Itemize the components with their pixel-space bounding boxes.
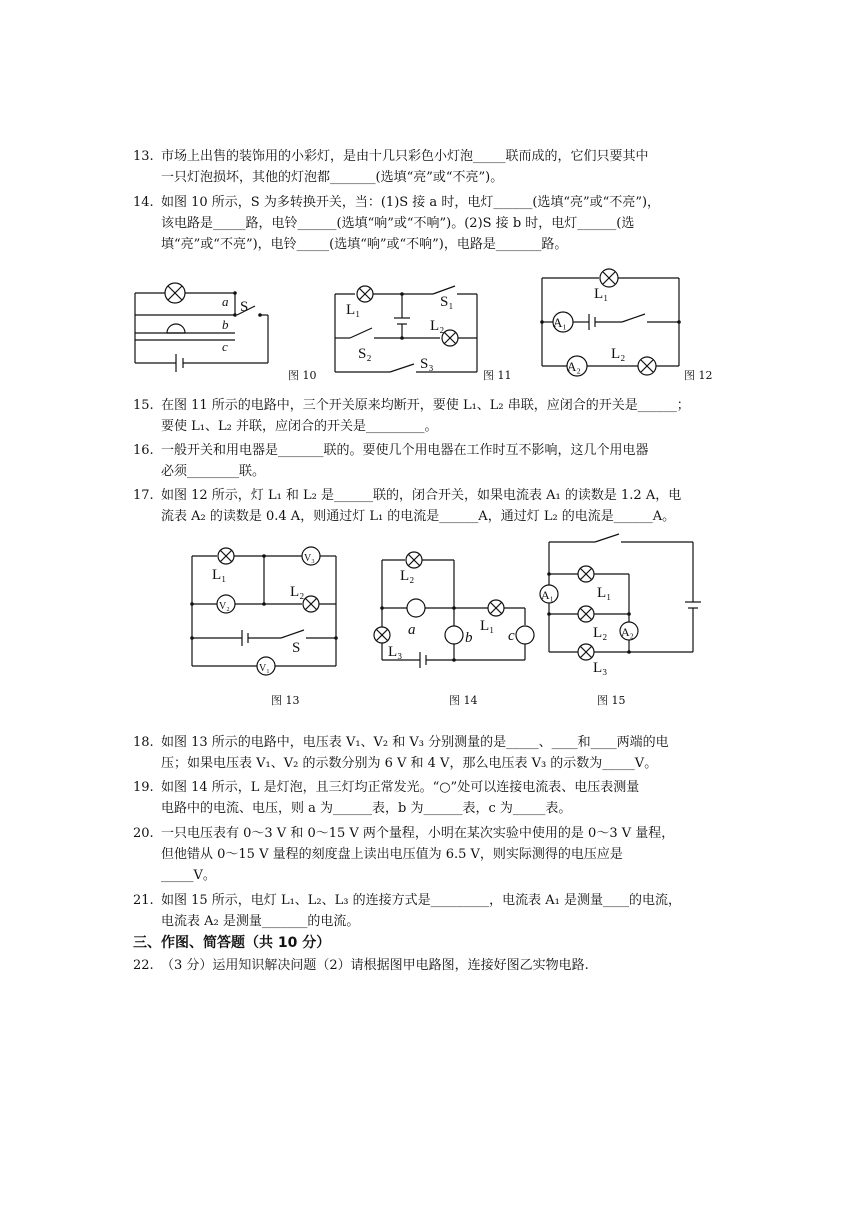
label-s1: S₁ xyxy=(440,294,454,310)
question-20 xyxy=(133,823,733,886)
question-line: 如图 13 所示的电路中，电压表 V₁、V₂ 和 V₃ 分别测量的是_____、____和____两端的电 xyxy=(161,735,669,750)
question-line: 市场上出售的装饰用的小彩灯，是由十几只彩色小灯泡_____联而成的，它们只要其中 xyxy=(161,149,649,164)
label-l1: L₁ xyxy=(594,286,609,302)
switch-icon xyxy=(390,364,414,372)
circuit-diagram-11 xyxy=(330,282,480,377)
question-number: 18. xyxy=(133,735,154,750)
question-line: 要使 L₁、L₂ 并联，应闭合的开关是_________。 xyxy=(161,419,438,434)
question-line: _____V。 xyxy=(161,868,216,883)
figure-12-caption: 图 12 xyxy=(684,369,713,382)
label-s: S xyxy=(292,640,301,656)
label-l2: L₂ xyxy=(593,625,608,641)
label-a: a xyxy=(222,294,229,309)
figure-15 xyxy=(535,534,705,679)
question-line: 填“亮”或“不亮”)，电铃_____(选填“响”或“不响”)，电路是_______路。 xyxy=(161,237,568,252)
circuit-diagram-10 xyxy=(130,278,280,378)
question-21 xyxy=(133,890,733,932)
label-l1: L₁ xyxy=(480,618,495,634)
question-line: 一般开关和用电器是_______联的。要使几个用电器在工作时互不影响，这几个用电器 xyxy=(161,443,649,458)
figure-12 xyxy=(537,266,687,376)
label-l3: L₃ xyxy=(593,660,608,676)
question-line: 压；如果电压表 V₁、V₂ 的示数分别为 6 V 和 4 V，那么电压表 V₃ 的示数为_____V。 xyxy=(161,756,658,771)
figure-11-caption: 图 11 xyxy=(483,369,512,382)
question-line: （3 分）运用知识解决问题（2）请根据图甲电路图，连接好图乙实物电路. xyxy=(161,958,589,973)
label-v1: V₁ xyxy=(259,663,270,674)
label-l2: L₂ xyxy=(290,584,305,600)
switch-icon xyxy=(350,328,372,338)
question-line: 流表 A₂ 的读数是 0.4 A，则通过灯 L₁ 的电流是______A，通过灯 L₂ 的电流是______A。 xyxy=(161,509,676,524)
question-number: 19. xyxy=(133,780,154,795)
circuit-diagram-12 xyxy=(537,266,687,376)
question-number: 22. xyxy=(133,958,154,973)
question-number: 20. xyxy=(133,826,154,841)
figure-13 xyxy=(186,544,346,674)
question-line: 如图 14 所示，L 是灯泡，且三灯均正常发光。“○”处可以连接电流表、电压表测量 xyxy=(161,780,640,795)
meter-c-icon xyxy=(516,626,534,644)
figure-15-caption: 图 15 xyxy=(597,694,626,707)
circuit-diagram-14 xyxy=(370,548,540,673)
question-17 xyxy=(133,485,733,527)
label-v3: V₃ xyxy=(304,553,315,564)
question-number: 14. xyxy=(133,195,154,210)
section-title: 三、作图、简答题（共 10 分） xyxy=(133,935,331,951)
question-line: 一只灯泡损坏，其他的灯泡都_______(选填“亮”或“不亮”)。 xyxy=(161,170,504,185)
question-line: 必须________联。 xyxy=(161,464,266,479)
label-s: S xyxy=(240,299,249,315)
label-b: b xyxy=(465,630,473,646)
question-line: 该电路是_____路，电铃______(选填“响”或“不响”)。(2)S 接 b 时，电灯______(选 xyxy=(161,216,635,231)
switch-icon xyxy=(595,534,619,542)
label-l2: L₂ xyxy=(430,318,445,334)
switch-icon xyxy=(433,286,455,294)
question-line: 如图 15 所示，电灯 L₁、L₂、L₃ 的连接方式是_________，电流表 A₁ 是测量____的电流， xyxy=(161,893,681,908)
meter-a-icon xyxy=(407,599,425,617)
question-16 xyxy=(133,440,733,482)
question-number: 13. xyxy=(133,149,154,164)
question-18 xyxy=(133,732,733,774)
label-l2: L₂ xyxy=(611,346,626,362)
figure-13-caption: 图 13 xyxy=(271,694,300,707)
circuit-diagram-15 xyxy=(535,534,705,679)
label-s2: S₂ xyxy=(358,346,372,362)
bell-icon xyxy=(167,324,185,333)
figure-14-caption: 图 14 xyxy=(449,694,478,707)
question-number: 21. xyxy=(133,893,154,908)
label-l1: L₁ xyxy=(597,585,612,601)
question-line: 电路中的电流、电压，则 a 为______表，b 为______表，c 为_____表。 xyxy=(161,801,572,816)
label-l2: L₂ xyxy=(400,568,415,584)
question-line: 在图 11 所示的电路中，三个开关原来均断开，要使 L₁、L₂ 串联，应闭合的开关是______； xyxy=(161,398,690,413)
switch-icon xyxy=(281,630,304,638)
label-l3: L₃ xyxy=(388,644,403,660)
question-15 xyxy=(133,395,733,437)
label-a1: A₁ xyxy=(541,588,554,602)
circuit-diagram-13 xyxy=(186,544,346,674)
question-13 xyxy=(133,146,733,188)
question-19 xyxy=(133,777,733,819)
label-b: b xyxy=(222,317,229,332)
label-c: c xyxy=(222,339,228,354)
label-s3: S₃ xyxy=(420,356,434,372)
question-line: 一只电压表有 0～3 V 和 0～15 V 两个量程，小明在某次实验中使用的是 0～3 V 量程， xyxy=(161,826,675,841)
question-number: 17. xyxy=(133,488,154,503)
label-c: c xyxy=(508,628,515,644)
figure-11 xyxy=(330,282,480,377)
question-22 xyxy=(133,955,733,976)
figure-14 xyxy=(370,548,540,673)
question-number: 16. xyxy=(133,443,154,458)
label-l1: L₁ xyxy=(212,567,227,583)
question-line: 电流表 A₂ 是测量_______的电流。 xyxy=(161,914,360,929)
figure-10 xyxy=(130,278,280,378)
question-line: 如图 12 所示，灯 L₁ 和 L₂ 是______联的，闭合开关，如果电流表 A₁ 的读数是 1.2 A，电 xyxy=(161,488,682,503)
label-a: a xyxy=(408,622,416,638)
label-l1: L₁ xyxy=(346,302,361,318)
question-number: 15. xyxy=(133,398,154,413)
label-a1: A₁ xyxy=(553,315,567,330)
question-14 xyxy=(133,192,733,255)
label-v2: V₂ xyxy=(219,601,230,612)
figure-10-caption: 图 10 xyxy=(288,369,317,382)
switch-icon xyxy=(622,314,645,322)
meter-b-icon xyxy=(445,626,463,644)
label-a2: A₂ xyxy=(621,625,634,639)
question-line: 如图 10 所示，S 为多转换开关，当：(1)S 接 a 时，电灯______(选填“亮”或“不亮”)， xyxy=(161,195,661,210)
question-line: 但他错从 0～15 V 量程的刻度盘上读出电压值为 6.5 V，则实际测得的电压应是 xyxy=(161,847,623,862)
label-a2: A₂ xyxy=(567,359,581,374)
